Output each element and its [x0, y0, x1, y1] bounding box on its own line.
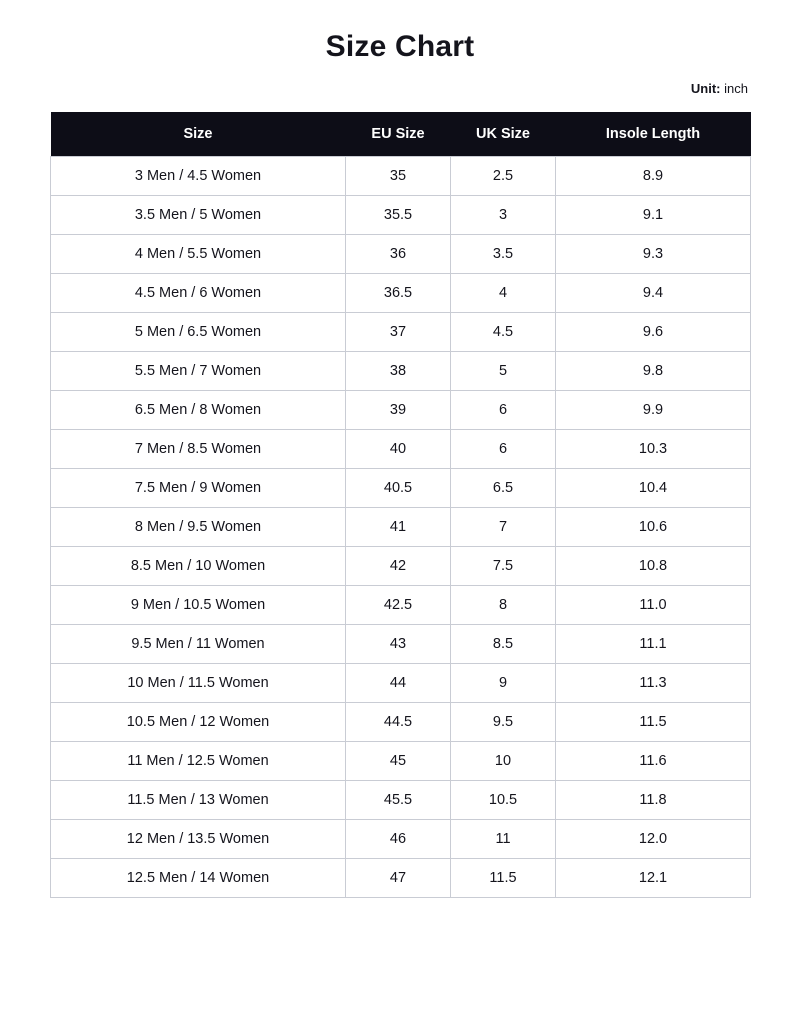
table-cell: 11.5 — [451, 859, 556, 898]
unit-note — [0, 64, 800, 96]
table-header-row — [51, 112, 751, 157]
table-cell: 5 Men / 6.5 Women — [51, 313, 346, 352]
table-cell: 11.0 — [556, 586, 751, 625]
table-cell: 6.5 — [451, 469, 556, 508]
table-cell: 45.5 — [346, 781, 451, 820]
table-cell: 9.6 — [556, 313, 751, 352]
table-row — [51, 820, 751, 859]
size-chart-table — [50, 112, 751, 898]
page-title: Size Chart — [325, 30, 475, 63]
table-row — [51, 859, 751, 898]
column-header-insole-length: Insole Length — [556, 112, 751, 157]
table-cell: 6 — [451, 391, 556, 430]
table-cell: 7.5 Men / 9 Women — [51, 469, 346, 508]
table-cell: 2.5 — [451, 157, 556, 196]
table-row — [51, 625, 751, 664]
table-cell: 11 — [451, 820, 556, 859]
table-cell: 9.5 Men / 11 Women — [51, 625, 346, 664]
unit-value: inch — [724, 81, 748, 96]
unit-label: Unit: — [690, 81, 721, 96]
table-cell: 11.8 — [556, 781, 751, 820]
table-row — [51, 742, 751, 781]
table-cell: 3.5 — [451, 235, 556, 274]
table-row — [51, 703, 751, 742]
table-cell: 11.6 — [556, 742, 751, 781]
table-cell: 43 — [346, 625, 451, 664]
table-cell: 12.5 Men / 14 Women — [51, 859, 346, 898]
table-row — [51, 664, 751, 703]
table-cell: 8 — [451, 586, 556, 625]
table-cell: 3 Men / 4.5 Women — [51, 157, 346, 196]
table-cell: 36 — [346, 235, 451, 274]
table-cell: 11.3 — [556, 664, 751, 703]
table-row — [51, 391, 751, 430]
table-cell: 8.5 — [451, 625, 556, 664]
table-cell: 11.1 — [556, 625, 751, 664]
table-cell: 40.5 — [346, 469, 451, 508]
table-cell: 11.5 Men / 13 Women — [51, 781, 346, 820]
table-cell: 4 Men / 5.5 Women — [51, 235, 346, 274]
table-cell: 7 Men / 8.5 Women — [51, 430, 346, 469]
table-cell: 9.9 — [556, 391, 751, 430]
table-row — [51, 196, 751, 235]
table-row — [51, 235, 751, 274]
table-cell: 10.5 Men / 12 Women — [51, 703, 346, 742]
table-cell: 5.5 Men / 7 Women — [51, 352, 346, 391]
table-body — [51, 157, 751, 898]
table-row — [51, 313, 751, 352]
table-cell: 42.5 — [346, 586, 451, 625]
table-cell: 12.1 — [556, 859, 751, 898]
table-cell: 11.5 — [556, 703, 751, 742]
table-cell: 3 — [451, 196, 556, 235]
table-cell: 4 — [451, 274, 556, 313]
table-row — [51, 430, 751, 469]
table-cell: 35 — [346, 157, 451, 196]
table-cell: 7.5 — [451, 547, 556, 586]
table-cell: 10 Men / 11.5 Women — [51, 664, 346, 703]
table-cell: 6 — [451, 430, 556, 469]
table-cell: 38 — [346, 352, 451, 391]
column-header-uk-size: UK Size — [451, 112, 556, 157]
table-cell: 3.5 Men / 5 Women — [51, 196, 346, 235]
table-cell: 6.5 Men / 8 Women — [51, 391, 346, 430]
table-cell: 12 Men / 13.5 Women — [51, 820, 346, 859]
table-cell: 12.0 — [556, 820, 751, 859]
table-row — [51, 781, 751, 820]
table-cell: 47 — [346, 859, 451, 898]
column-header-size: Size — [51, 112, 346, 157]
table-cell: 46 — [346, 820, 451, 859]
table-cell: 8.5 Men / 10 Women — [51, 547, 346, 586]
table-cell: 5 — [451, 352, 556, 391]
table-cell: 44.5 — [346, 703, 451, 742]
table-cell: 36.5 — [346, 274, 451, 313]
table-header — [51, 112, 751, 157]
table-cell: 10 — [451, 742, 556, 781]
table-cell: 9.8 — [556, 352, 751, 391]
table-cell: 8.9 — [556, 157, 751, 196]
table-cell: 10.8 — [556, 547, 751, 586]
table-cell: 10.6 — [556, 508, 751, 547]
table-cell: 44 — [346, 664, 451, 703]
table-row — [51, 352, 751, 391]
table-cell: 4.5 — [451, 313, 556, 352]
column-header-eu-size: EU Size — [346, 112, 451, 157]
table-row — [51, 547, 751, 586]
table-cell: 35.5 — [346, 196, 451, 235]
table-row — [51, 508, 751, 547]
table-cell: 41 — [346, 508, 451, 547]
table-cell: 10.5 — [451, 781, 556, 820]
table-cell: 9.4 — [556, 274, 751, 313]
table-cell: 9 — [451, 664, 556, 703]
table-cell: 9.5 — [451, 703, 556, 742]
table-cell: 11 Men / 12.5 Women — [51, 742, 346, 781]
table-cell: 40 — [346, 430, 451, 469]
table-row — [51, 469, 751, 508]
table-cell: 10.4 — [556, 469, 751, 508]
size-chart-table-wrapper — [0, 96, 800, 898]
table-cell: 39 — [346, 391, 451, 430]
table-cell: 7 — [451, 508, 556, 547]
table-cell: 42 — [346, 547, 451, 586]
table-cell: 8 Men / 9.5 Women — [51, 508, 346, 547]
table-cell: 4.5 Men / 6 Women — [51, 274, 346, 313]
table-cell: 37 — [346, 313, 451, 352]
table-cell: 9.3 — [556, 235, 751, 274]
table-row — [51, 586, 751, 625]
table-row — [51, 157, 751, 196]
table-row — [51, 274, 751, 313]
table-cell: 10.3 — [556, 430, 751, 469]
table-cell: 9.1 — [556, 196, 751, 235]
table-cell: 9 Men / 10.5 Women — [51, 586, 346, 625]
table-cell: 45 — [346, 742, 451, 781]
